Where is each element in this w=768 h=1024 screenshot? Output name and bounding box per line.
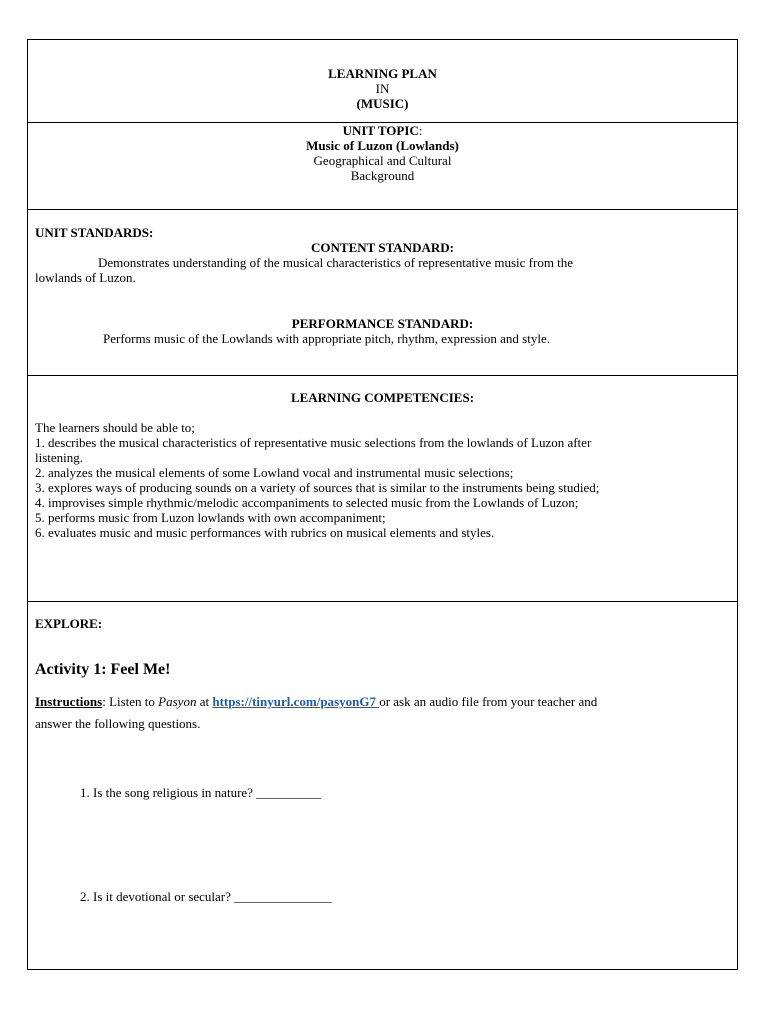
activity-title: Activity 1: Feel Me! [35, 661, 171, 678]
question-item: 1. Is the song religious in nature? __________ [80, 785, 322, 800]
pasyon-link[interactable]: https://tinyurl.com/pasyonG7 [212, 694, 380, 709]
unit-topic-line2: Background [350, 168, 415, 183]
competency-item: 4. improvises simple rhythmic/melodic accompaniments to selected music from the Lowlands of Luzon; [35, 495, 579, 510]
explore-section [28, 602, 737, 970]
instructions-line-2: answer the following questions. [35, 716, 201, 731]
unit-topic-line1: Geographical and Cultural [313, 153, 452, 168]
competency-item: 3. explores ways of producing sounds on a variety of sources that is similar to the instruments being studied; [35, 480, 600, 495]
learning-plan-sheet [27, 39, 738, 970]
content-standard-label: CONTENT STANDARD: [311, 240, 454, 255]
header-section [28, 40, 737, 123]
content-standard-text-2: lowlands of Luzon. [35, 270, 136, 285]
plan-subject: (MUSIC) [356, 96, 409, 111]
unit-topic-label: UNIT TOPIC: [342, 123, 423, 138]
competencies-intro: The learners should be able to; [35, 420, 195, 435]
plan-in: IN [375, 81, 390, 96]
instructions-line: Instructions: Listen to Pasyon at https://tinyurl.com/pasyonG7 or ask an audio file from your teacher and [35, 694, 598, 709]
explore-label: EXPLORE: [35, 616, 103, 631]
unit-topic-name: Music of Luzon (Lowlands) [306, 138, 459, 153]
competency-item: listening. [35, 450, 84, 465]
unit-topic-section [28, 123, 737, 210]
instructions-label: Instructions [35, 694, 103, 709]
competency-item: 5. performs music from Luzon lowlands with own accompaniment; [35, 510, 386, 525]
competency-item: 1. describes the musical characteristics of representative music selections from the lowlands of Luzon after [35, 435, 592, 450]
song-name: Pasyon [158, 694, 197, 709]
content-standard-text-1: Demonstrates understanding of the musical characteristics of representative music from the [98, 255, 574, 270]
unit-standards-section [28, 210, 737, 376]
competencies-section [28, 376, 737, 602]
question-item: 2. Is it devotional or secular? _______________ [80, 889, 332, 904]
unit-standards-label: UNIT STANDARDS: [35, 225, 154, 240]
competencies-label: LEARNING COMPETENCIES: [290, 390, 475, 405]
plan-title: LEARNING PLAN [328, 66, 437, 81]
competency-item: 6. evaluates music and music performances with rubrics on musical elements and styles. [35, 525, 495, 540]
performance-standard-text: Performs music of the Lowlands with appropriate pitch, rhythm, expression and style. [103, 331, 550, 346]
competency-item: 2. analyzes the musical elements of some Lowland vocal and instrumental music selections; [35, 465, 514, 480]
performance-standard-label: PERFORMANCE STANDARD: [291, 316, 474, 331]
